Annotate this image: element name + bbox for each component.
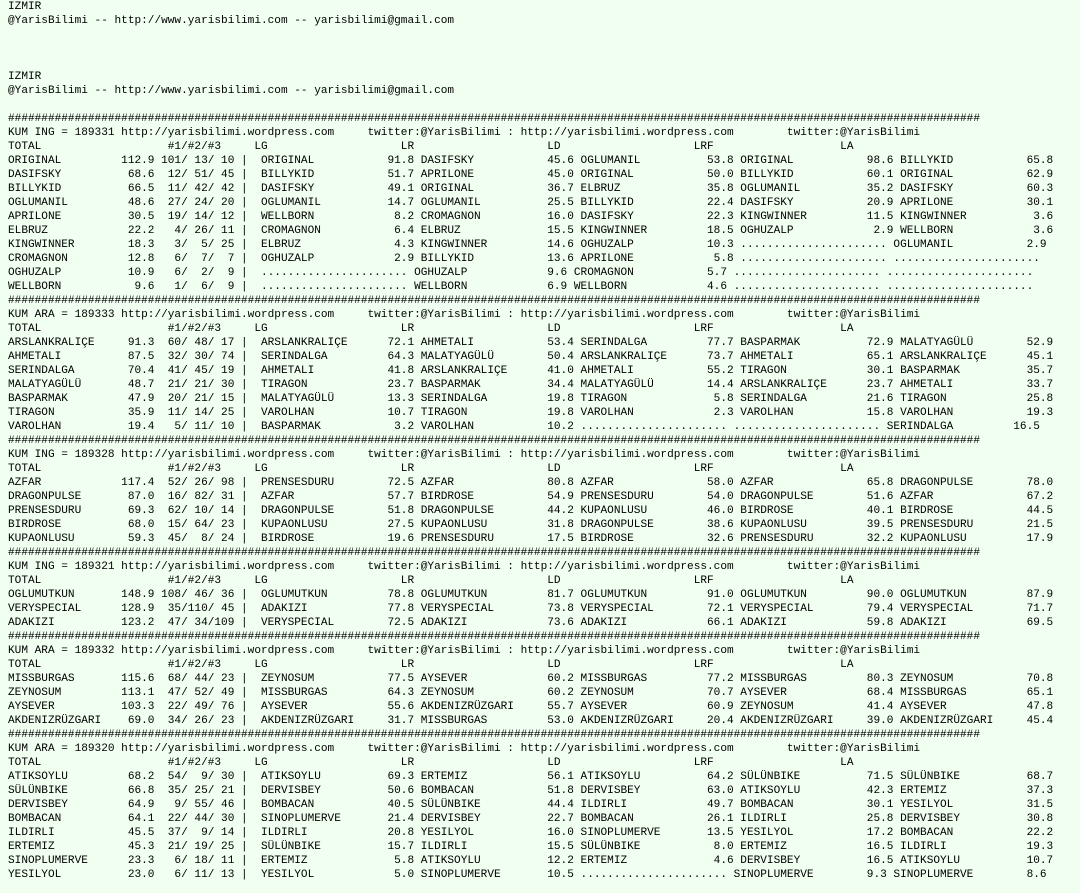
text-line	[8, 42, 1080, 56]
text-line: ARSLANKRALIÇE 91.3 60/ 48/ 17 | ARSLANKRALIÇE 72.1 AHMETALI 53.4 SERINDALGA 77.7 BASPARMAK 72.9 MALATYAGÜLÜ 52.9	[8, 337, 1054, 349]
text-line: BILLYKID 66.5 11/ 42/ 42 | DASIFSKY 49.1 ORIGINAL 36.7 ELBRUZ 35.8 OGLUMANIL 35.2 DASIFSKY 60.3	[8, 183, 1054, 195]
text-line: AZFAR 117.4 52/ 26/ 98 | PRENSESDURU 72.5 AZFAR 80.8 AZFAR 58.0 AZFAR 65.8 DRAGONPULSE 78.0	[8, 477, 1054, 489]
text-line: MALATYAGÜLÜ 48.7 21/ 21/ 30 | TIRAGON 23.7 BASPARMAK 34.4 MALATYAGÜLÜ 14.4 ARSLANKRALIÇE 23.7 AHMETALI 33.7	[8, 379, 1054, 391]
text-line: ##################################################################################################################################################	[8, 435, 980, 447]
text-line: APRILONE 30.5 19/ 14/ 12 | WELLBORN 8.2 CROMAGNON 16.0 DASIFSKY 22.3 KINGWINNER 11.5 KINGWINNER 3.6	[8, 211, 1054, 223]
text-line: SÜLÜNBIKE 66.8 35/ 25/ 21 | DERVISBEY 50.6 BOMBACAN 51.8 DERVISBEY 63.0 ATIKSOYLU 42.3 ERTEMIZ 37.3	[8, 785, 1054, 797]
text-line: TIRAGON 35.9 11/ 14/ 25 | VAROLHAN 10.7 TIRAGON 19.8 VAROLHAN 2.3 VAROLHAN 15.8 VAROLHAN 19.3	[8, 407, 1054, 419]
text-line: KUM ARA = 189320 http://yarisbilimi.wordpress.com twitter:@YarisBilimi : http://yarisbilimi.wordpress.com twitter:@YarisBilimi	[8, 743, 921, 755]
text-line: DRAGONPULSE 87.0 16/ 82/ 31 | AZFAR 57.7 BIRDROSE 54.9 PRENSESDURU 54.0 DRAGONPULSE 51.6 AZFAR 67.2	[8, 491, 1054, 503]
text-line: ##################################################################################################################################################	[8, 631, 980, 643]
text-line: SINOPLUMERVE 23.3 6/ 18/ 11 | ERTEMIZ 5.8 ATIKSOYLU 12.2 ERTEMIZ 4.6 DERVISBEY 16.5 ATIKSOYLU 10.7	[8, 855, 1054, 867]
text-line: AYSEVER 103.3 22/ 49/ 76 | AYSEVER 55.6 AKDENIZRÜZGARI 55.7 AYSEVER 60.9 ZEYNOSUM 41.4 AYSEVER 47.8	[8, 701, 1054, 713]
text-line: BOMBACAN 64.1 22/ 44/ 30 | SINOPLUMERVE 21.4 DERVISBEY 22.7 BOMBACAN 26.1 ILDIRLI 25.8 DERVISBEY 30.8	[8, 813, 1054, 825]
text-line: @YarisBilimi -- http://www.yarisbilimi.com -- yarisbilimi@gmail.com	[8, 85, 455, 97]
text-line: ##################################################################################################################################################	[8, 547, 980, 559]
text-line	[8, 28, 1080, 42]
text-line: VAROLHAN 19.4 5/ 11/ 10 | BASPARMAK 3.2 VAROLHAN 10.2 ...................... ...................... SERINDALGA 16.5	[8, 421, 1040, 433]
text-line: YESILYOL 23.0 6/ 11/ 13 | YESILYOL 5.0 SINOPLUMERVE 10.5 ...................... SINOPLUMERVE 9.3 SINOPLUMERVE 8.6	[8, 869, 1047, 881]
text-line: KINGWINNER 18.3 3/ 5/ 25 | ELBRUZ 4.3 KINGWINNER 14.6 OGHUZALP 10.3 ...................... OGLUMANIL 2.9	[8, 239, 1047, 251]
text-line: OGLUMUTKUN 148.9 108/ 46/ 36 | OGLUMUTKUN 78.8 OGLUMUTKUN 81.7 OGLUMUTKUN 91.0 OGLUMUTKUN 90.0 OGLUMUTKUN 87.9	[8, 589, 1054, 601]
text-line: TOTAL #1/#2/#3 LG LR LD LRF LA	[8, 323, 854, 335]
text-line: DASIFSKY 68.6 12/ 51/ 45 | BILLYKID 51.7 APRILONE 45.0 ORIGINAL 50.0 BILLYKID 60.1 ORIGINAL 62.9	[8, 169, 1054, 181]
text-line: TOTAL #1/#2/#3 LG LR LD LRF LA	[8, 463, 854, 475]
text-line: TOTAL #1/#2/#3 LG LR LD LRF LA	[8, 141, 854, 153]
text-line: ##################################################################################################################################################	[8, 729, 980, 741]
text-line: KUM ARA = 189332 http://yarisbilimi.wordpress.com twitter:@YarisBilimi : http://yarisbilimi.wordpress.com twitter:@YarisBilimi	[8, 645, 921, 657]
text-line: ORIGINAL 112.9 101/ 13/ 10 | ORIGINAL 91.8 DASIFSKY 45.6 OGLUMANIL 53.8 ORIGINAL 98.6 BILLYKID 65.8	[8, 155, 1054, 167]
text-line: ZEYNOSUM 113.1 47/ 52/ 49 | MISSBURGAS 64.3 ZEYNOSUM 60.2 ZEYNOSUM 70.7 AYSEVER 68.4 MISSBURGAS 65.1	[8, 687, 1054, 699]
text-line: IZMIR	[8, 1, 42, 13]
text-line: MISSBURGAS 115.6 68/ 44/ 23 | ZEYNOSUM 77.5 AYSEVER 60.2 MISSBURGAS 77.2 MISSBURGAS 80.3 ZEYNOSUM 70.8	[8, 673, 1054, 685]
text-line: TOTAL #1/#2/#3 LG LR LD LRF LA	[8, 659, 854, 671]
text-line: TOTAL #1/#2/#3 LG LR LD LRF LA	[8, 575, 854, 587]
text-line: WELLBORN 9.6 1/ 6/ 9 | ...................... WELLBORN 6.9 WELLBORN 4.6 ...................... ......................	[8, 281, 1034, 293]
text-line: OGHUZALP 10.9 6/ 2/ 9 | ...................... OGHUZALP 9.6 CROMAGNON 5.7 ...................... ......................	[8, 267, 1034, 279]
text-line: IZMIR	[8, 71, 42, 83]
text-line: ERTEMIZ 45.3 21/ 19/ 25 | SÜLÜNBIKE 15.7 ILDIRLI 15.5 SÜLÜNBIKE 8.0 ERTEMIZ 16.5 ILDIRLI 19.3	[8, 841, 1054, 853]
text-line: AHMETALI 87.5 32/ 30/ 74 | SERINDALGA 64.3 MALATYAGÜLÜ 50.4 ARSLANKRALIÇE 73.7 AHMETALI 65.1 ARSLANKRALIÇE 45.1	[8, 351, 1054, 363]
text-line	[8, 56, 1080, 70]
text-line: @YarisBilimi -- http://www.yarisbilimi.com -- yarisbilimi@gmail.com	[8, 15, 455, 27]
text-line: DERVISBEY 64.9 9/ 55/ 46 | BOMBACAN 40.5 SÜLÜNBIKE 44.4 ILDIRLI 49.7 BOMBACAN 30.1 YESILYOL 31.5	[8, 799, 1054, 811]
text-line: SERINDALGA 70.4 41/ 45/ 19 | AHMETALI 41.8 ARSLANKRALIÇE 41.0 AHMETALI 55.2 TIRAGON 30.1 BASPARMAK 35.7	[8, 365, 1054, 377]
text-line: BASPARMAK 47.9 20/ 21/ 15 | MALATYAGÜLÜ 13.3 SERINDALGA 19.8 TIRAGON 5.8 SERINDALGA 21.6 TIRAGON 25.8	[8, 393, 1054, 405]
text-line: ILDIRLI 45.5 37/ 9/ 14 | ILDIRLI 20.8 YESILYOL 16.0 SINOPLUMERVE 13.5 YESILYOL 17.2 BOMBACAN 22.2	[8, 827, 1054, 839]
text-line: ##################################################################################################################################################	[8, 113, 980, 125]
text-line: AKDENIZRÜZGARI 69.0 34/ 26/ 23 | AKDENIZRÜZGARI 31.7 MISSBURGAS 53.0 AKDENIZRÜZGARI 20.4 AKDENIZRÜZGARI 39.0 AKDENIZRÜZGARI 45.4	[8, 715, 1054, 727]
text-line: PRENSESDURU 69.3 62/ 10/ 14 | DRAGONPULSE 51.8 DRAGONPULSE 44.2 KUPAONLUSU 46.0 BIRDROSE 40.1 BIRDROSE 44.5	[8, 505, 1054, 517]
text-line: KUM ING = 189328 http://yarisbilimi.wordpress.com twitter:@YarisBilimi : http://yarisbilimi.wordpress.com twitter:@YarisBilimi	[8, 449, 921, 461]
text-line: VERYSPECIAL 128.9 35/110/ 45 | ADAKIZI 77.8 VERYSPECIAL 73.8 VERYSPECIAL 72.1 VERYSPECIAL 79.4 VERYSPECIAL 71.7	[8, 603, 1054, 615]
text-line	[8, 98, 1080, 112]
text-line: CROMAGNON 12.8 6/ 7/ 7 | OGHUZALP 2.9 BILLYKID 13.6 APRILONE 5.8 ...................... ......................	[8, 253, 1040, 265]
text-line: KUM ING = 189331 http://yarisbilimi.wordpress.com twitter:@YarisBilimi : http://yarisbilimi.wordpress.com twitter:@YarisBilimi	[8, 127, 921, 139]
text-line: ADAKIZI 123.2 47/ 34/109 | VERYSPECIAL 72.5 ADAKIZI 73.6 ADAKIZI 66.1 ADAKIZI 59.8 ADAKIZI 69.5	[8, 617, 1054, 629]
text-line: ATIKSOYLU 68.2 54/ 9/ 30 | ATIKSOYLU 69.3 ERTEMIZ 56.1 ATIKSOYLU 64.2 SÜLÜNBIKE 71.5 SÜLÜNBIKE 68.7	[8, 771, 1054, 783]
text-line: ELBRUZ 22.2 4/ 26/ 11 | CROMAGNON 6.4 ELBRUZ 15.5 KINGWINNER 18.5 OGHUZALP 2.9 WELLBORN 3.6	[8, 225, 1054, 237]
text-line: KUM ARA = 189333 http://yarisbilimi.wordpress.com twitter:@YarisBilimi : http://yarisbilimi.wordpress.com twitter:@YarisBilimi	[8, 309, 921, 321]
text-line: TOTAL #1/#2/#3 LG LR LD LRF LA	[8, 757, 854, 769]
text-line: ##################################################################################################################################################	[8, 295, 980, 307]
text-line: OGLUMANIL 48.6 27/ 24/ 20 | OGLUMANIL 14.7 OGLUMANIL 25.5 BILLYKID 22.4 DASIFSKY 20.9 APRILONE 30.1	[8, 197, 1054, 209]
text-line: BIRDROSE 68.0 15/ 64/ 23 | KUPAONLUSU 27.5 KUPAONLUSU 31.8 DRAGONPULSE 38.6 KUPAONLUSU 39.5 PRENSESDURU 21.5	[8, 519, 1054, 531]
text-line: KUM ING = 189321 http://yarisbilimi.wordpress.com twitter:@YarisBilimi : http://yarisbilimi.wordpress.com twitter:@YarisBilimi	[8, 561, 921, 573]
text-line: KUPAONLUSU 59.3 45/ 8/ 24 | BIRDROSE 19.6 PRENSESDURU 17.5 BIRDROSE 32.6 PRENSESDURU 32.2 KUPAONLUSU 17.9	[8, 533, 1054, 545]
